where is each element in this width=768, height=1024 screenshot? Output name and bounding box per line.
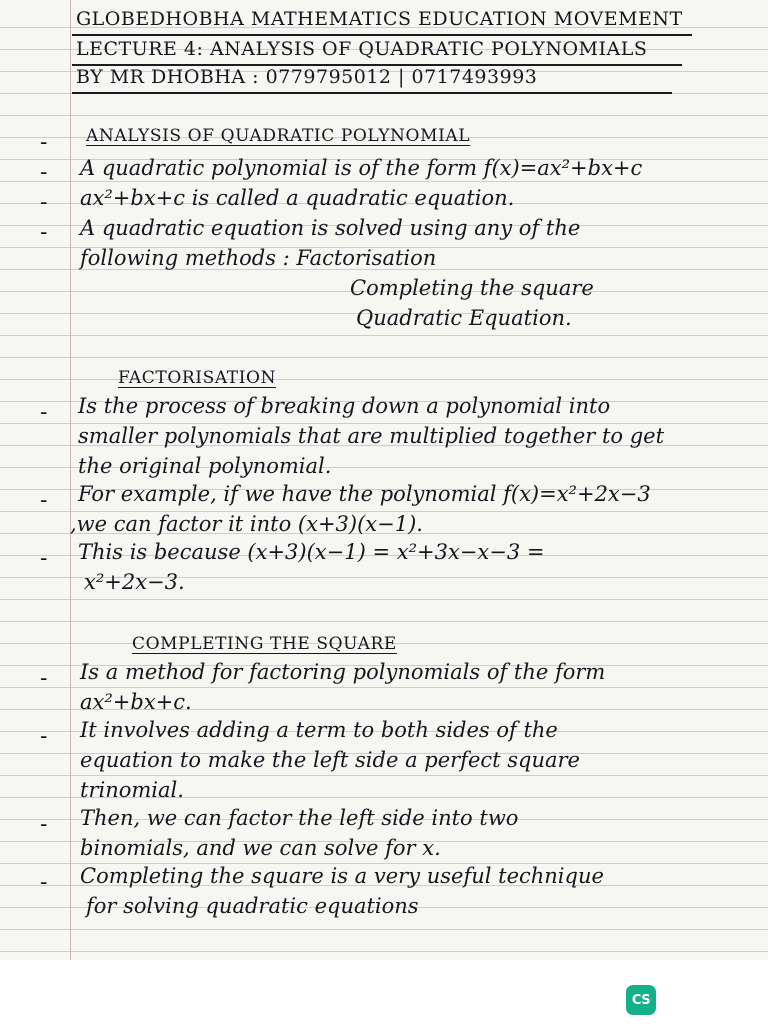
section-title-factorisation: FACTORISATION <box>118 368 277 388</box>
text-line: Is a method for factoring polynomials of the form <box>80 660 606 684</box>
list-marker: - <box>40 546 48 571</box>
section-title-analysis: ANALYSIS OF QUADRATIC POLYNOMIAL <box>86 126 471 146</box>
text-line: trinomial. <box>80 778 184 802</box>
list-marker: - <box>40 220 48 245</box>
text-line: Completing the square <box>350 276 594 300</box>
camscanner-logo-text: CS <box>631 992 651 1008</box>
text-line: A quadratic polynomial is of the form f(x)=ax²+bx+c <box>80 156 643 180</box>
text-line: ,we can factor it into (x+3)(x−1). <box>70 512 423 536</box>
list-marker: - <box>40 160 48 185</box>
list-marker: - <box>40 724 48 749</box>
text-line: the original polynomial. <box>78 454 332 478</box>
text-line: Quadratic Equation. <box>356 306 572 330</box>
text-line: For example, if we have the polynomial f(x)=x²+2x−3 <box>78 482 651 506</box>
list-marker: - <box>40 488 48 513</box>
text-line: Completing the square is a very useful technique <box>80 864 604 888</box>
text-line: x²+2x−3. <box>84 570 185 594</box>
header-rule-1 <box>72 34 692 36</box>
list-marker: - <box>40 812 48 837</box>
header-line-2: LECTURE 4: ANALYSIS OF QUADRATIC POLYNOMIALS <box>76 38 648 60</box>
text-line: for solving quadratic equations <box>86 894 419 918</box>
camscanner-logo <box>626 985 656 1015</box>
text-line: binomials, and we can solve for x. <box>80 836 441 860</box>
text-line: smaller polynomials that are multiplied together to get <box>78 424 665 448</box>
list-marker: - <box>40 666 48 691</box>
text-line: Then, we can factor the left side into two <box>80 806 519 830</box>
text-line: It involves adding a term to both sides of the <box>80 718 558 742</box>
section-title-completing-square: COMPLETING THE SQUARE <box>132 634 397 654</box>
text-line: This is because (x+3)(x−1) = x²+3x−x−3 = <box>78 540 545 564</box>
list-marker: - <box>40 400 48 425</box>
text-line: equation to make the left side a perfect square <box>80 748 580 772</box>
text-line: A quadratic equation is solved using any of the <box>80 216 581 240</box>
text-line: Is the process of breaking down a polynomial into <box>78 394 611 418</box>
text-line: ax²+bx+c. <box>80 690 192 714</box>
text-line: ax²+bx+c is called a quadratic equation. <box>80 186 515 210</box>
list-marker: - <box>40 190 48 215</box>
header-line-3: BY MR DHOBHA : 0779795012 | 0717493993 <box>76 66 538 88</box>
text-line: following methods : Factorisation <box>80 246 437 270</box>
list-marker: - <box>40 870 48 895</box>
header-line-1: GLOBEDHOBHA MATHEMATICS EDUCATION MOVEMENT <box>76 8 683 30</box>
margin-line <box>70 0 71 960</box>
list-marker: - <box>40 130 48 155</box>
header-rule-3 <box>72 92 672 94</box>
